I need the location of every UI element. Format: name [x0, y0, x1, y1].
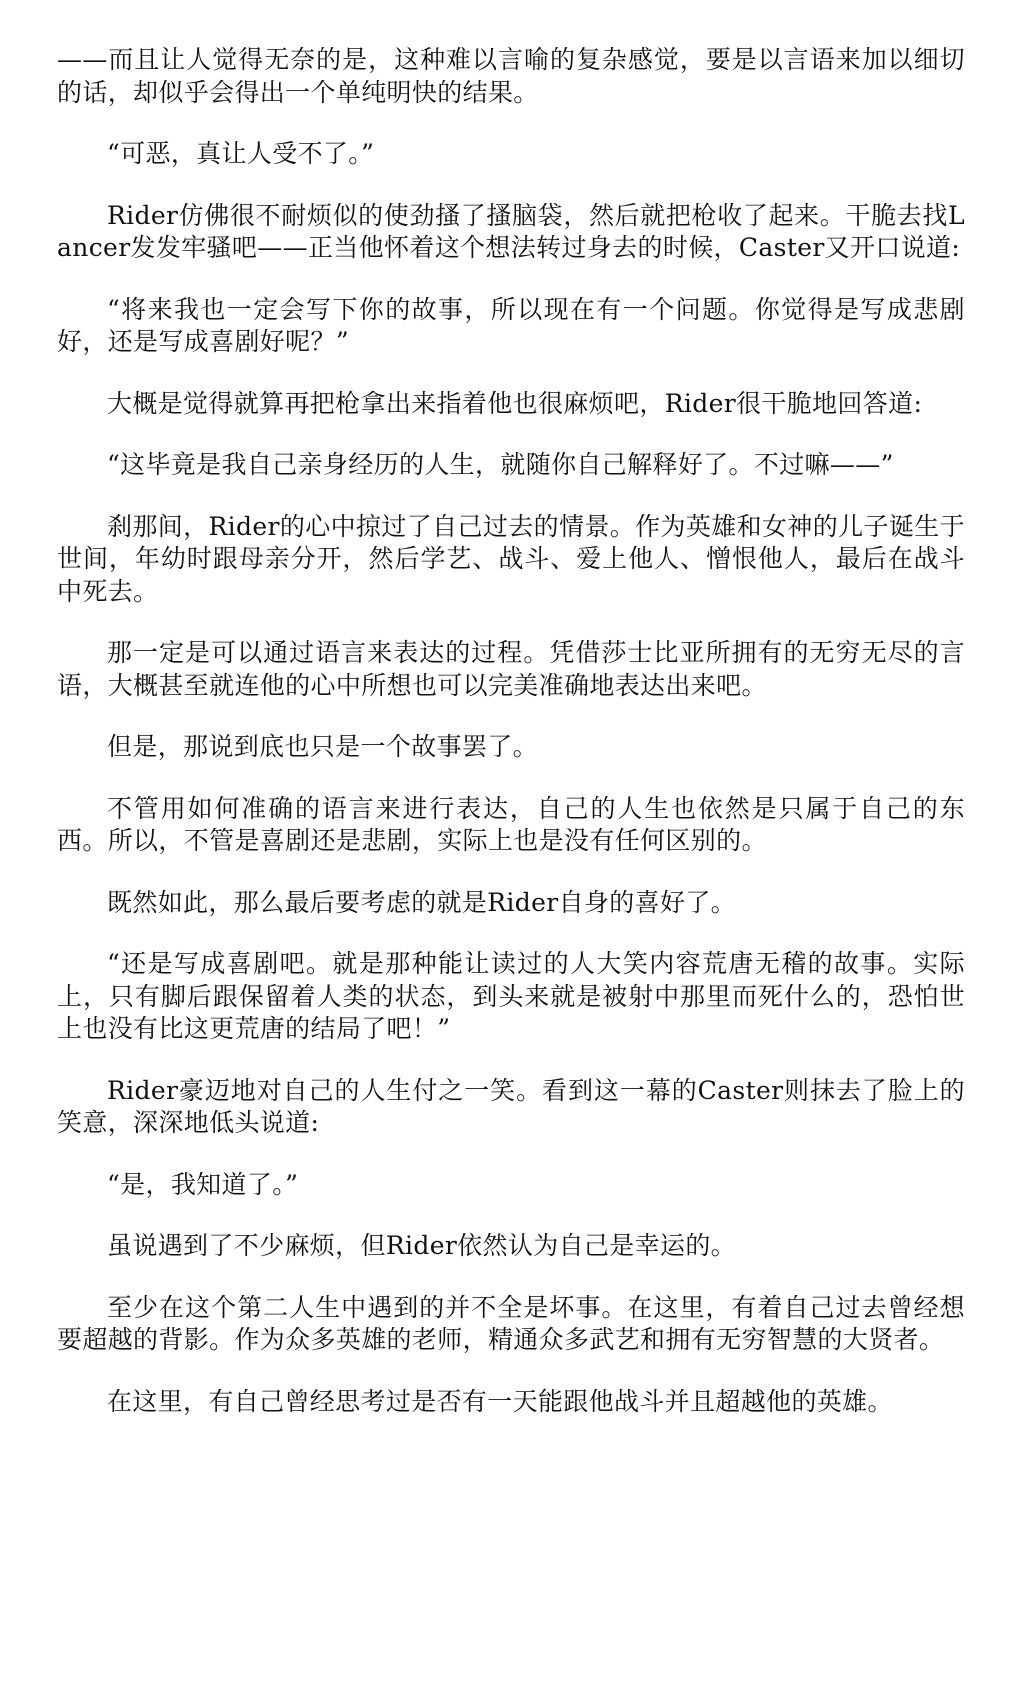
paragraph: 至少在这个第二人生中遇到的并不全是坏事。在这里，有着自己过去曾经想要超越的背影。作为众多英雄的老师，精通众多武艺和拥有无穷智慧的大贤者。 [57, 1292, 965, 1354]
paragraph: ——而且让人觉得无奈的是，这种难以言喻的复杂感觉，要是以言语来加以细切的话，却似乎会得出一个单纯明快的结果。 [57, 45, 965, 107]
document-page [57, 44, 965, 1447]
paragraph: “是，我知道了。” [107, 1169, 299, 1199]
paragraph: 大概是觉得就算再把枪拿出来指着他也很麻烦吧，Rider很干脆地回答道: [107, 388, 923, 418]
paragraph: Rider仿佛很不耐烦似的使劲搔了搔脑袋，然后就把枪收了起来。干脆去找Lancer发发牢骚吧——正当他怀着这个想法转过身去的时候，Caster又开口说道: [57, 200, 965, 262]
paragraph: “可恶，真让人受不了。” [107, 139, 375, 168]
paragraph: “这毕竟是我自己亲身经历的人生，就随你自己解释好了。不过嘛——” [107, 450, 894, 479]
paragraph: “还是写成喜剧吧。就是那种能让读过的人大笑内容荒唐无稽的故事。实际上，只有脚后跟保留着人类的状态，到头来就是被射中那里而死什么的，恐怕世上也没有比这更荒唐的结局了吧！” [57, 949, 965, 1043]
paragraph: 虽说遇到了不少麻烦，但Rider依然认为自己是幸运的。 [107, 1231, 737, 1260]
paragraph: 但是，那说到底也只是一个故事罢了。 [107, 732, 538, 761]
paragraph: 刹那间，Rider的心中掠过了自己过去的情景。作为英雄和女神的儿子诞生于世间，年幼时跟母亲分开，然后学艺、战斗、爱上他人、憎恨他人，最后在战斗中死去。 [57, 511, 965, 606]
paragraph: 那一定是可以通过语言来表达的过程。凭借莎士比亚所拥有的无穷无尽的言语，大概甚至就连他的心中所想也可以完美准确地表达出来吧。 [57, 638, 965, 700]
paragraph: 不管用如何准确的语言来进行表达，自己的人生也依然是只属于自己的东西。所以，不管是喜剧还是悲剧，实际上也是没有任何区别的。 [57, 793, 965, 855]
paragraph: 在这里，有自己曾经思考过是否有一天能跟他战斗并且超越他的英雄。 [107, 1386, 893, 1416]
paragraph: “将来我也一定会写下你的故事，所以现在有一个问题。你觉得是写成悲剧好，还是写成喜剧好呢？” [57, 294, 965, 356]
paragraph: Rider豪迈地对自己的人生付之一笑。看到这一幕的Caster则抹去了脸上的笑意，深深地低头说道: [57, 1075, 965, 1137]
paragraph: 既然如此，那么最后要考虑的就是Rider自身的喜好了。 [107, 887, 737, 917]
